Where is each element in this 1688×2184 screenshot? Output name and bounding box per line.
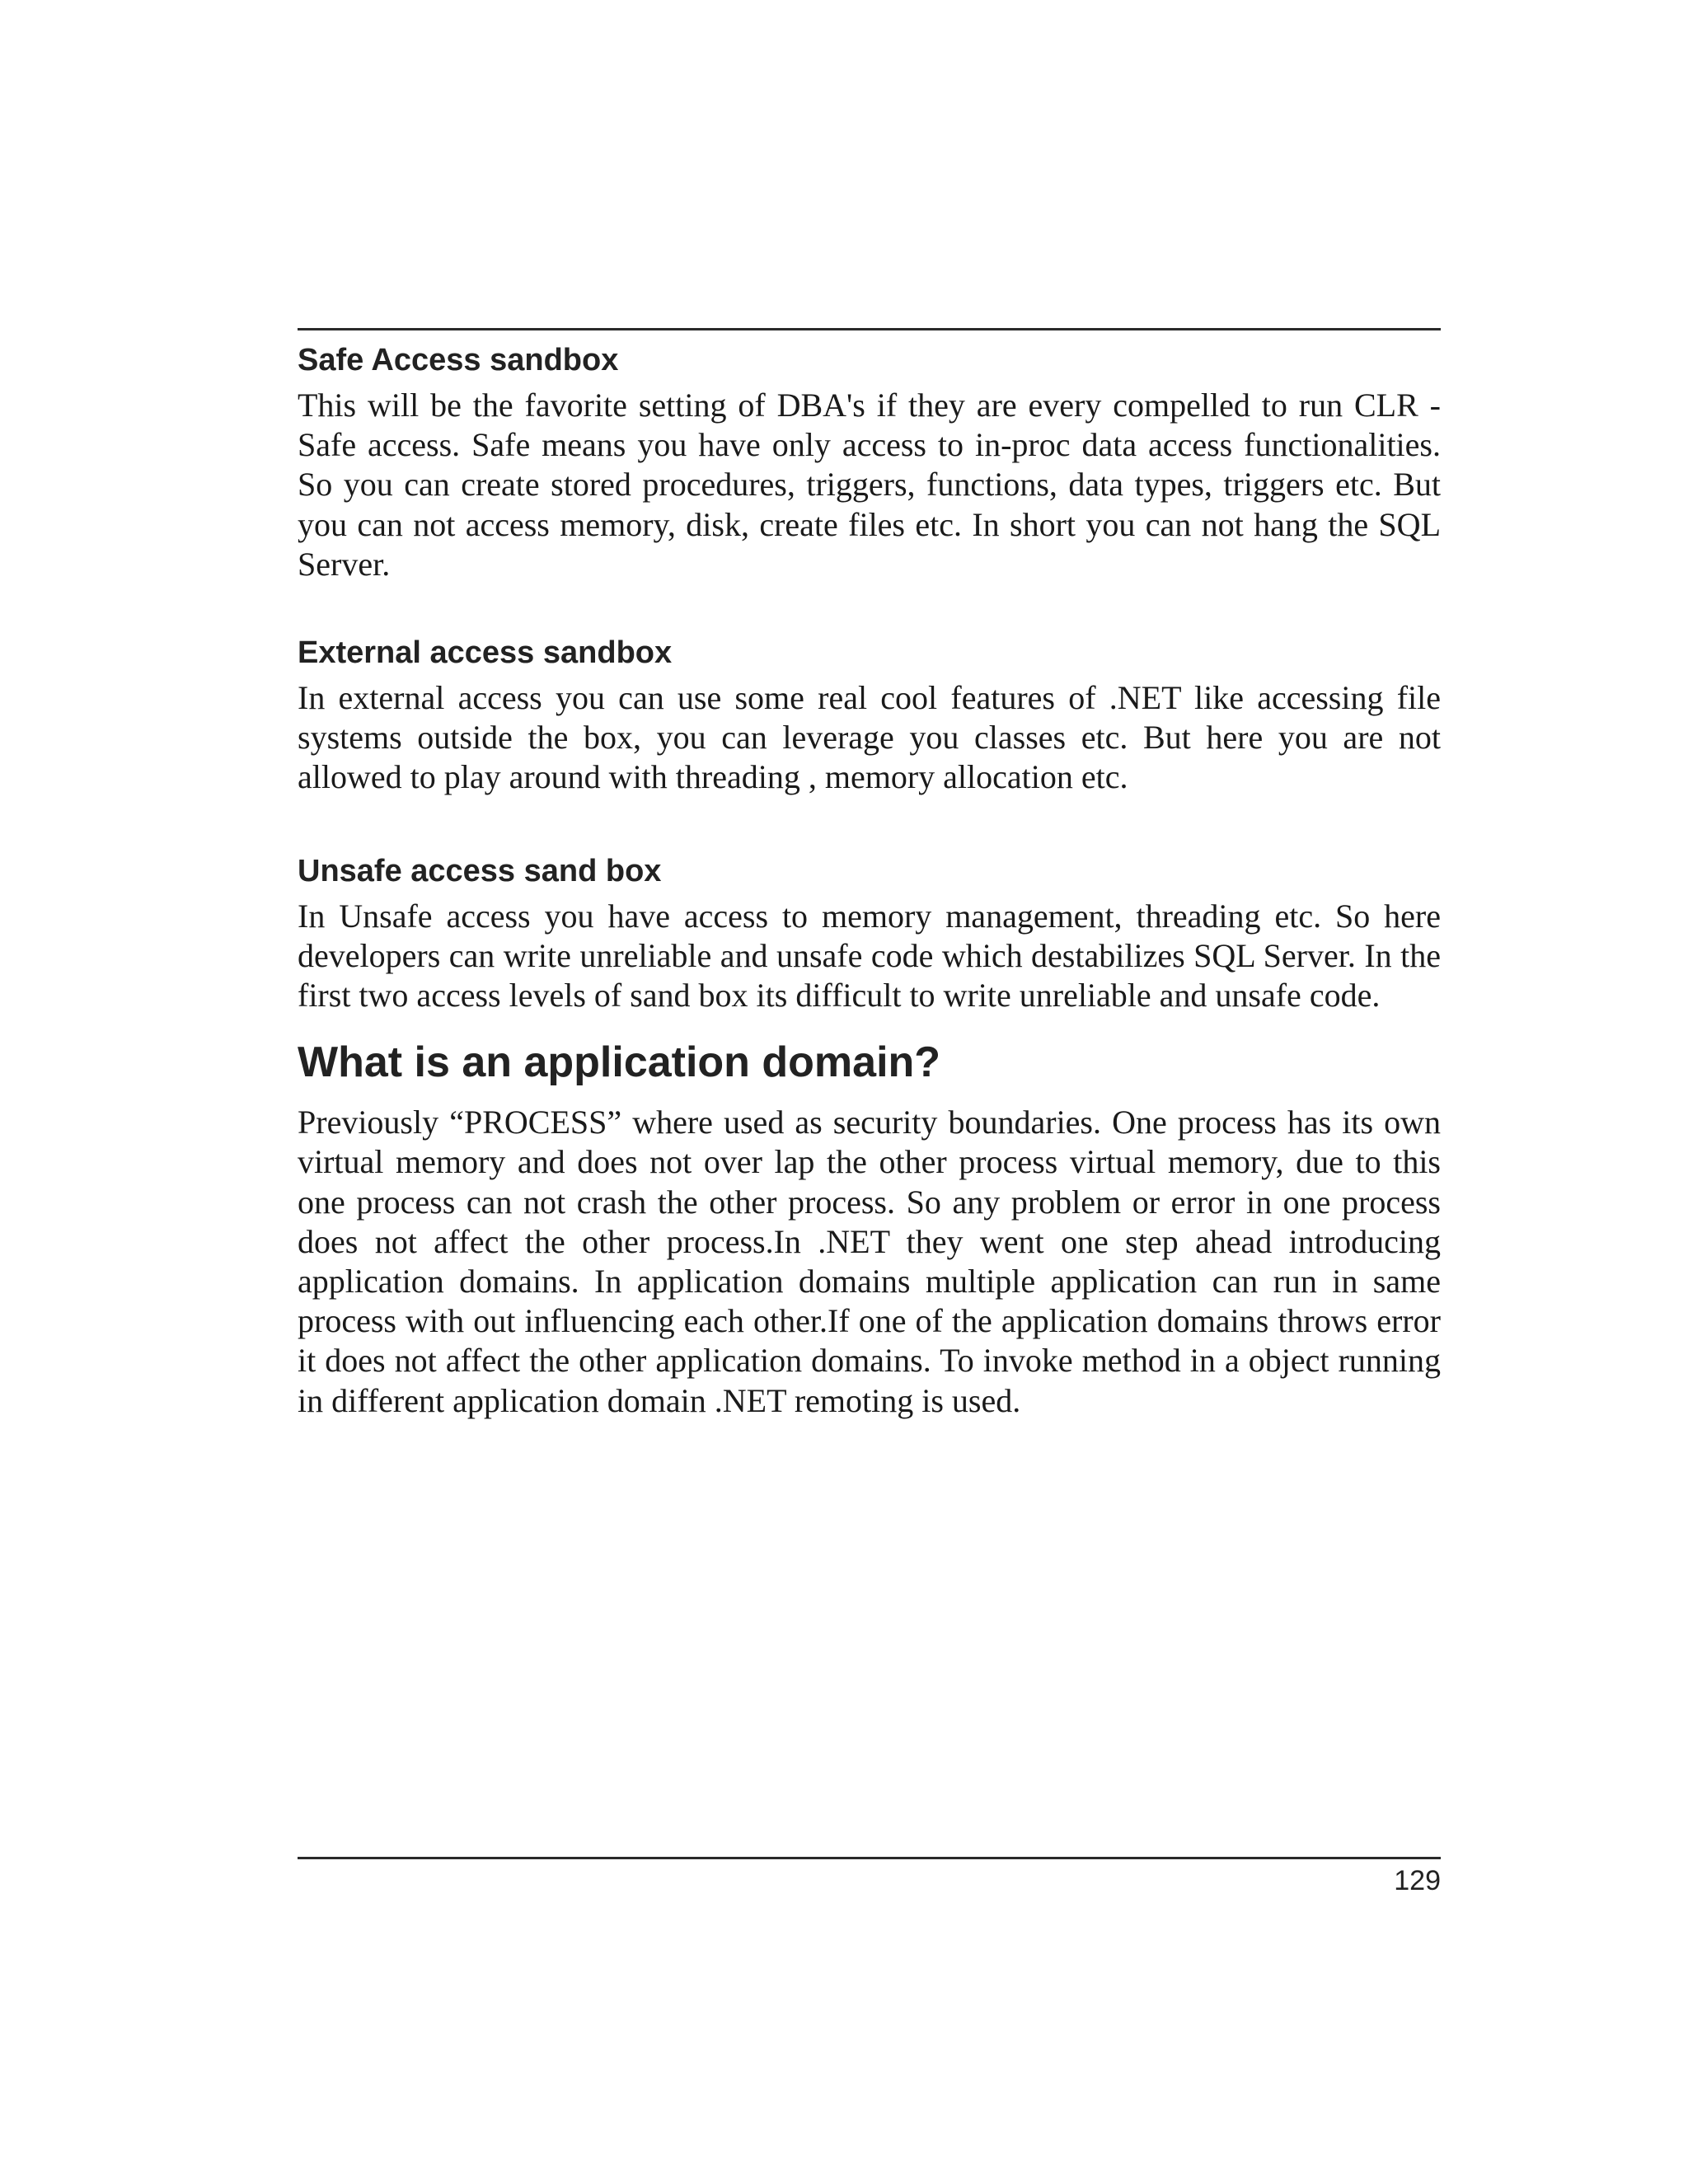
external-access-heading: External access sandbox — [298, 635, 673, 671]
application-domain-paragraph: Previously “PROCESS” where used as security boundaries. One process has its own virtual memory and does not over lap the other process virtual memory, due to this one process can not crash the other process. So any problem or error in one process does not affect the other process.In .NET they went one step ahead introducing application domains. In application domains multiple application can run in same process with out influencing each other.If one of the application domains throws error it does not affect the other application domains. To invoke method in a object running in different application domain .NET remoting is used. — [298, 1104, 1441, 1419]
page-number: 129 — [1394, 1865, 1441, 1896]
external-access-paragraph: In external access you can use some real cool features of .NET like accessing file systems outside the box, you can leverage you classes etc. But here you are not allowed to play around with threading , memory allocation etc. — [298, 679, 1441, 796]
header-rule — [298, 328, 1441, 330]
safe-access-heading: Safe Access sandbox — [298, 343, 619, 377]
unsafe-access-heading: Unsafe access sand box — [298, 853, 662, 888]
page-content — [298, 336, 1441, 1421]
safe-access-paragraph: This will be the favorite setting of DBA's if they are every compelled to run CLR - Safe access. Safe means you have only access to in-proc data access functionalities. So you can create stored procedures, triggers, functions, data types, triggers etc. But you can not access memory, disk, create files etc. In short you can not hang the SQL Server. — [298, 387, 1441, 583]
unsafe-access-paragraph: In Unsafe access you have access to memory management, threading etc. So here developers can write unreliable and unsafe code which destabilizes SQL Server. In the first two access levels of sand box its difficult to write unreliable and unsafe code. — [298, 897, 1441, 1015]
footer-rule — [298, 1857, 1441, 1859]
application-domain-heading: What is an application domain? — [298, 1038, 941, 1087]
